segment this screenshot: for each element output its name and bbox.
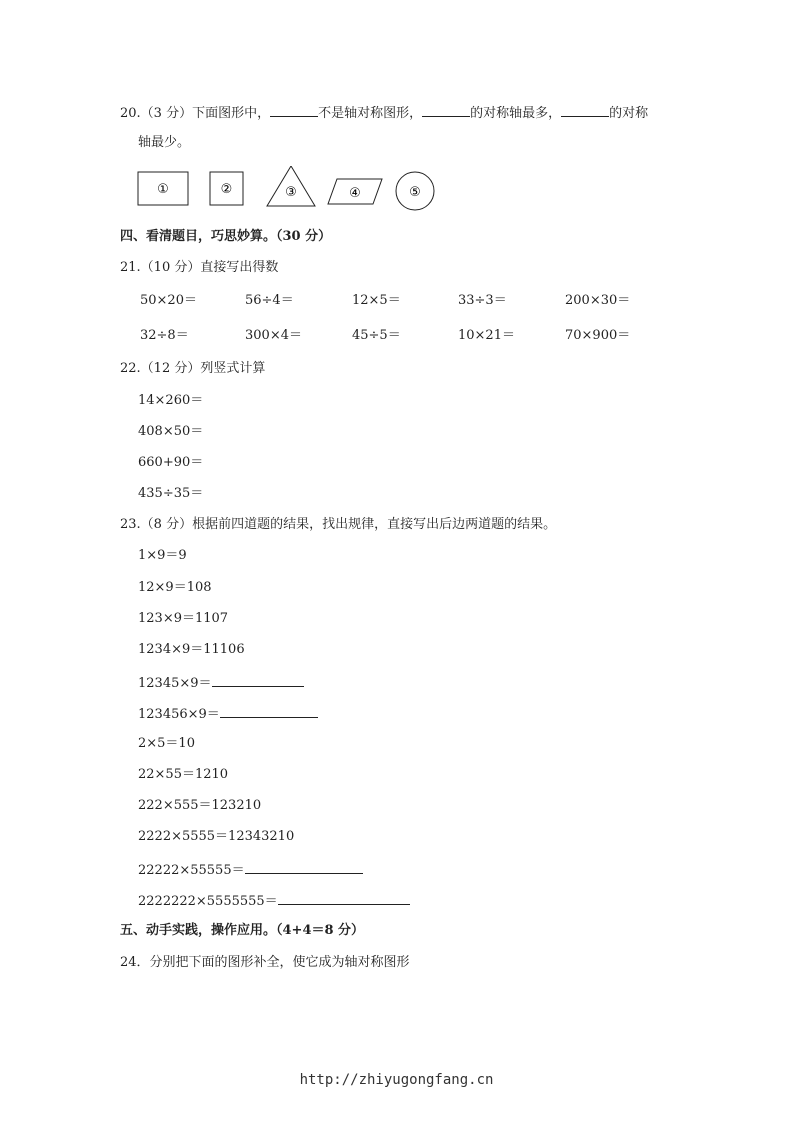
q23-answer-blank-2[interactable] (220, 705, 318, 718)
q20-blank-3[interactable] (561, 104, 609, 117)
q23-line-12-text: 2222222×5555555＝ (138, 894, 278, 909)
q21-r2-c1: 32÷8＝ (140, 328, 189, 343)
q20-line1 (120, 104, 648, 122)
q23-line-11 (138, 861, 363, 879)
q20-shapes (130, 166, 450, 218)
q20-text-3: 的对称轴最多， (470, 106, 562, 121)
shape-1-rectangle (138, 172, 188, 205)
q21-r1-c2: 56÷4＝ (245, 293, 294, 308)
q23-line-12 (138, 892, 410, 910)
footer-url[interactable]: http://zhiyugongfang.cn (299, 1072, 494, 1088)
shape-3-label: ③ (285, 185, 297, 200)
q23-line-2: 12×9＝108 (138, 580, 212, 595)
shape-4-label: ④ (349, 186, 361, 201)
q20-blank-1[interactable] (270, 104, 318, 117)
q21-r1-c1: 50×20＝ (140, 293, 197, 308)
q21-r2-c2: 300×4＝ (245, 328, 302, 343)
q23-line-1: 1×9＝9 (138, 548, 187, 563)
q23-line-6-text: 123456×9＝ (138, 707, 220, 722)
shape-3-triangle (267, 166, 315, 206)
q23-title: 23.（8 分）根据前四道题的结果，找出规律，直接写出后边两道题的结果。 (120, 517, 557, 532)
q23-answer-blank-3[interactable] (245, 861, 363, 874)
shape-2-square (210, 172, 243, 205)
q23-line-10: 2222×5555＝12343210 (138, 829, 295, 844)
q23-line-7: 2×5＝10 (138, 736, 195, 751)
shape-1-label: ① (157, 182, 169, 197)
q23-line-8: 22×55＝1210 (138, 767, 229, 782)
q21-r2-c5: 70×900＝ (565, 328, 631, 343)
q22-item-1: 14×260＝ (138, 393, 204, 408)
q21-r2-c4: 10×21＝ (458, 328, 515, 343)
shape-5-circle (396, 172, 434, 210)
q21-r1-c4: 33÷3＝ (458, 293, 507, 308)
q21-title: 21.（10 分）直接写出得数 (120, 260, 279, 275)
q22-item-2: 408×50＝ (138, 424, 204, 439)
section-5-title: 五、动手实践，操作应用。（4+4＝8 分） (120, 923, 365, 938)
q24-title: 24．分别把下面的图形补全，使它成为轴对称图形 (120, 955, 410, 970)
q20-text-4: 的对称 (609, 106, 649, 121)
q23-answer-blank-1[interactable] (212, 674, 304, 687)
q23-line-11-text: 22222×55555＝ (138, 863, 245, 878)
q22-title: 22.（12 分）列竖式计算 (120, 361, 266, 376)
q20-blank-2[interactable] (422, 104, 470, 117)
shape-5-label: ⑤ (409, 185, 421, 200)
q20-line2: 轴最少。 (138, 135, 191, 150)
q20-text-1: 20.（3 分）下面图形中， (120, 106, 271, 121)
section-4-title: 四、看清题目，巧思妙算。（30 分） (120, 229, 332, 244)
q21-r1-c3: 12×5＝ (352, 293, 401, 308)
shape-2-label: ② (220, 182, 233, 197)
q23-line-9: 222×555＝123210 (138, 798, 262, 813)
q22-item-3: 660+90＝ (138, 455, 204, 470)
q20-text-2: 不是轴对称图形， (318, 106, 423, 121)
q23-line-5-text: 12345×9＝ (138, 676, 212, 691)
q23-line-4: 1234×9＝11106 (138, 642, 245, 657)
q21-r2-c3: 45÷5＝ (352, 328, 401, 343)
q22-item-4: 435÷35＝ (138, 486, 204, 501)
q23-line-6 (138, 705, 318, 723)
q21-r1-c5: 200×30＝ (565, 293, 631, 308)
shape-4-parallelogram (328, 179, 382, 204)
q23-line-3: 123×9＝1107 (138, 611, 229, 626)
q23-line-5 (138, 674, 304, 692)
q23-answer-blank-4[interactable] (278, 892, 410, 905)
